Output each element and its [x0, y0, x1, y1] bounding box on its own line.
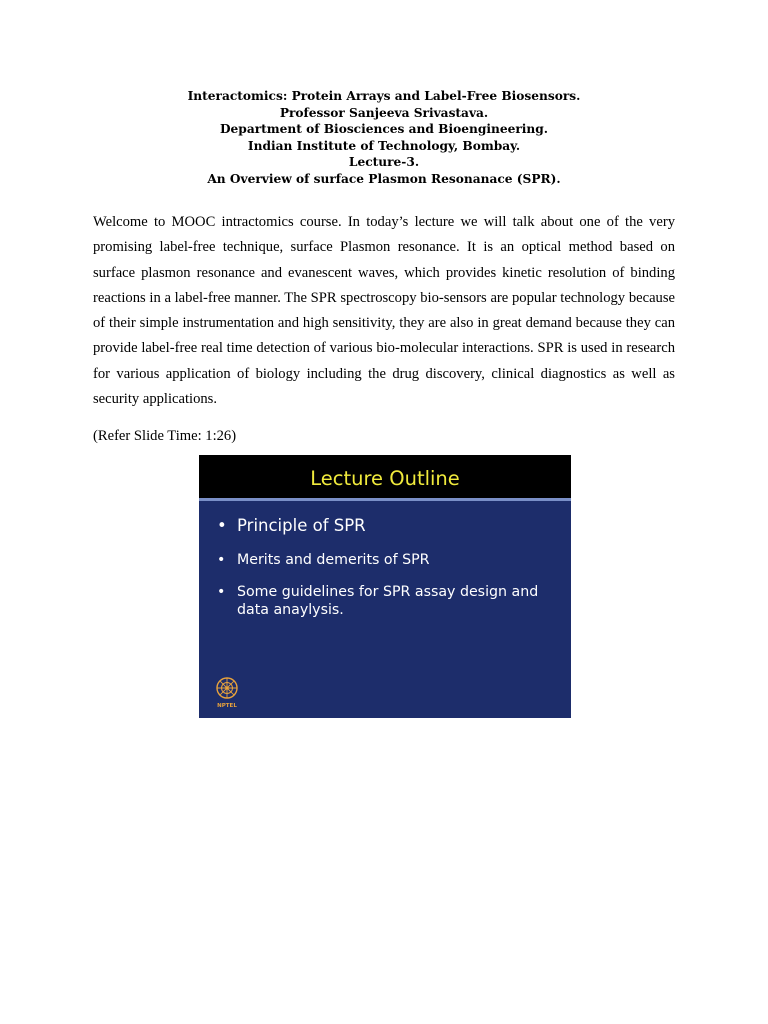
professor-name: Professor Sanjeeva Srivastava. — [279, 105, 489, 120]
slide-bullet-text: Some guidelines for SPR assay design and data anaylysis. — [237, 584, 539, 618]
slide-time-reference: (Refer Slide Time: 1:26) — [93, 428, 237, 444]
institute-name: Indian Institute of Technology, Bombay. — [247, 138, 521, 153]
slide-bullet-item — [215, 515, 565, 537]
course-title: Interactomics: Protein Arrays and Label-Free Biosensors. — [187, 89, 581, 103]
slide-bullet-item — [215, 551, 565, 569]
lecture-title: An Overview of surface Plasmon Resonanace (SPR). — [207, 171, 561, 186]
nptel-wheel-icon — [213, 676, 241, 702]
nptel-logo-text: NPTEL — [217, 703, 237, 709]
document-header — [0, 88, 768, 187]
nptel-logo — [213, 676, 241, 712]
slide-divider — [199, 498, 571, 501]
lecture-number: Lecture-3. — [348, 155, 420, 169]
slide-bullet-item — [215, 583, 565, 619]
lecture-slide-image — [199, 455, 571, 718]
department-name: Department of Biosciences and Bioengineering. — [219, 122, 549, 136]
slide-bullet-list — [215, 515, 565, 619]
intro-paragraph: Welcome to MOOC intractomics course. In today’s lecture we will talk about one of the very promising label-free technique, surface Plasmon resonance. It is an optical method based on surface plasmon resonance and evanescent waves, which provides kinetic resolution of binding reactions in a label-free manner. The SPR spectroscopy bio-sensors are popular technology because of their simple instrumentation and high sensitivity, they are also in great demand because they can provide label-free real time detection of various bio-molecular interactions. SPR is used in research for various application of biology including the drug discovery, clinical diagnostics as well as security applications. — [93, 214, 675, 408]
bullet-icon: • — [217, 584, 226, 600]
slide-title: Lecture Outline — [310, 467, 460, 490]
bullet-icon: • — [217, 552, 226, 568]
slide-bullet-text: Principle of SPR — [237, 516, 366, 535]
slide-bullet-text: Merits and demerits of SPR — [237, 552, 430, 568]
bullet-icon: • — [217, 516, 227, 535]
